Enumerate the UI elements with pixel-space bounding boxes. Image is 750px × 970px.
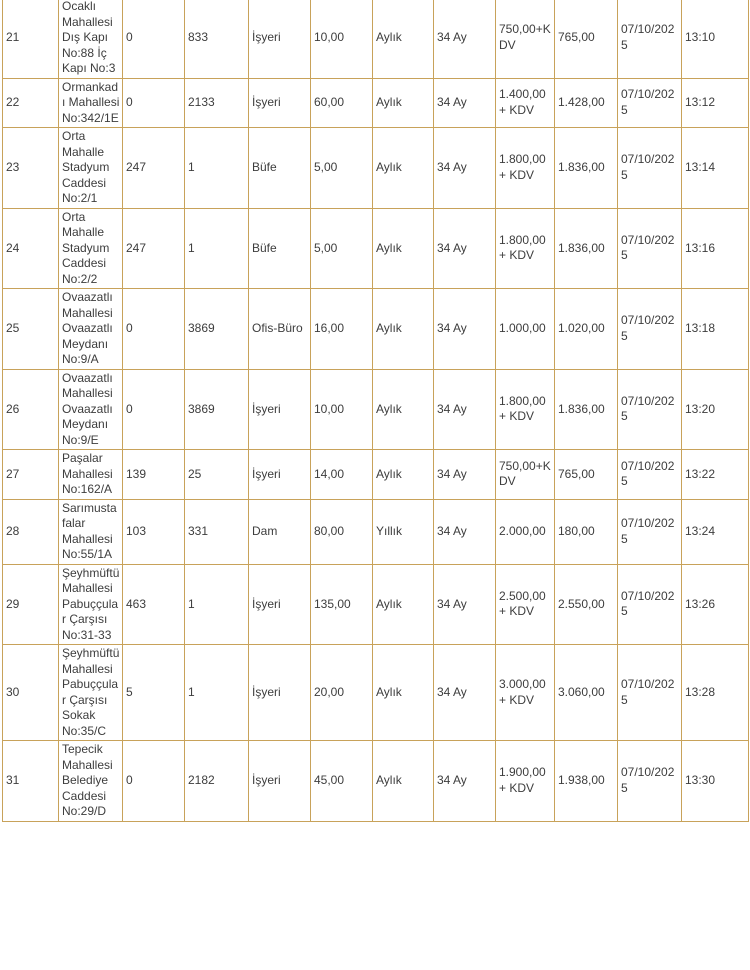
ada-cell: 247 [122,127,184,208]
address-cell: Ovaazatlı Mahallesi Ovaazatlı Meydanı No:9/A [58,288,122,369]
ada-cell: 0 [122,288,184,369]
ada-cell: 247 [122,208,184,289]
parsel-cell: 2133 [184,78,248,128]
rent-amount-cell: 2.000,00 [495,499,554,564]
ada-cell: 5 [122,644,184,740]
date-cell: 07/10/2025 [617,78,681,128]
table-row [2,740,749,822]
property-type-cell: İşyeri [248,740,310,822]
row-number-cell: 26 [2,369,58,450]
property-type-cell: İşyeri [248,0,310,78]
table-row [2,644,749,740]
property-type-cell: Büfe [248,127,310,208]
rent-amount-cell: 1.800,00+ KDV [495,208,554,289]
date-cell: 07/10/2025 [617,499,681,564]
table-row [2,369,749,450]
area-cell: 5,00 [310,127,372,208]
date-cell: 07/10/2025 [617,369,681,450]
table-row [2,449,749,499]
payment-period-cell: Yıllık [372,499,433,564]
date-cell: 07/10/2025 [617,564,681,645]
duration-cell: 34 Ay [433,369,495,450]
time-cell: 13:20 [681,369,749,450]
time-cell: 13:30 [681,740,749,822]
duration-cell: 34 Ay [433,740,495,822]
area-cell: 135,00 [310,564,372,645]
deposit-cell: 180,00 [554,499,617,564]
duration-cell: 34 Ay [433,208,495,289]
deposit-cell: 1.428,00 [554,78,617,128]
address-cell: Orta Mahalle Stadyum Caddesi No:2/1 [58,127,122,208]
row-number-cell: 24 [2,208,58,289]
time-cell: 13:18 [681,288,749,369]
payment-period-cell: Aylık [372,208,433,289]
address-cell: Tepecik Mahallesi Belediye Caddesi No:29/D [58,740,122,822]
property-type-cell: İşyeri [248,644,310,740]
table-row [2,127,749,208]
time-cell: 13:16 [681,208,749,289]
rent-amount-cell: 2.500,00+ KDV [495,564,554,645]
duration-cell: 34 Ay [433,288,495,369]
deposit-cell: 1.836,00 [554,127,617,208]
address-cell: Ovaazatlı Mahallesi Ovaazatlı Meydanı No:9/E [58,369,122,450]
time-cell: 13:22 [681,449,749,499]
time-cell: 13:26 [681,564,749,645]
duration-cell: 34 Ay [433,564,495,645]
deposit-cell: 765,00 [554,0,617,78]
payment-period-cell: Aylık [372,740,433,822]
row-number-cell: 21 [2,0,58,78]
parsel-cell: 1 [184,127,248,208]
deposit-cell: 1.836,00 [554,369,617,450]
ada-cell: 0 [122,369,184,450]
deposit-cell: 765,00 [554,449,617,499]
property-type-cell: İşyeri [248,564,310,645]
duration-cell: 34 Ay [433,449,495,499]
ada-cell: 103 [122,499,184,564]
time-cell: 13:28 [681,644,749,740]
duration-cell: 34 Ay [433,127,495,208]
time-cell: 13:14 [681,127,749,208]
duration-cell: 34 Ay [433,0,495,78]
deposit-cell: 1.020,00 [554,288,617,369]
table-body [2,0,749,822]
payment-period-cell: Aylık [372,78,433,128]
time-cell: 13:12 [681,78,749,128]
row-number-cell: 25 [2,288,58,369]
address-cell: Şeyhmüftü Mahallesi Pabuççular Çarşısı Sokak No:35/C [58,644,122,740]
property-type-cell: İşyeri [248,449,310,499]
rent-amount-cell: 1.800,00+ KDV [495,369,554,450]
table-row [2,208,749,289]
deposit-cell: 1.938,00 [554,740,617,822]
rent-amount-cell: 750,00+KDV [495,449,554,499]
deposit-cell: 1.836,00 [554,208,617,289]
address-cell: Sarımustafalar Mahallesi No:55/1A [58,499,122,564]
rental-tender-table [2,0,749,822]
time-cell: 13:10 [681,0,749,78]
property-type-cell: Büfe [248,208,310,289]
rent-amount-cell: 750,00+KDV [495,0,554,78]
date-cell: 07/10/2025 [617,208,681,289]
property-type-cell: Dam [248,499,310,564]
table-row [2,288,749,369]
area-cell: 10,00 [310,0,372,78]
ada-cell: 0 [122,740,184,822]
date-cell: 07/10/2025 [617,0,681,78]
address-cell: Ocaklı Mahallesi Dış Kapı No:88 İç Kapı No:3 [58,0,122,78]
parsel-cell: 3869 [184,369,248,450]
ada-cell: 463 [122,564,184,645]
row-number-cell: 23 [2,127,58,208]
ada-cell: 139 [122,449,184,499]
parsel-cell: 1 [184,644,248,740]
row-number-cell: 28 [2,499,58,564]
parsel-cell: 331 [184,499,248,564]
payment-period-cell: Aylık [372,127,433,208]
rent-amount-cell: 1.800,00+ KDV [495,127,554,208]
area-cell: 5,00 [310,208,372,289]
duration-cell: 34 Ay [433,499,495,564]
parsel-cell: 1 [184,564,248,645]
row-number-cell: 29 [2,564,58,645]
parsel-cell: 3869 [184,288,248,369]
area-cell: 16,00 [310,288,372,369]
property-type-cell: İşyeri [248,78,310,128]
rent-amount-cell: 3.000,00+ KDV [495,644,554,740]
ada-cell: 0 [122,0,184,78]
parsel-cell: 833 [184,0,248,78]
date-cell: 07/10/2025 [617,740,681,822]
row-number-cell: 31 [2,740,58,822]
rent-amount-cell: 1.000,00 [495,288,554,369]
area-cell: 20,00 [310,644,372,740]
date-cell: 07/10/2025 [617,644,681,740]
address-cell: Şeyhmüftü Mahallesi Pabuççular Çarşısı No:31-33 [58,564,122,645]
rent-amount-cell: 1.900,00+ KDV [495,740,554,822]
area-cell: 45,00 [310,740,372,822]
parsel-cell: 1 [184,208,248,289]
time-cell: 13:24 [681,499,749,564]
payment-period-cell: Aylık [372,564,433,645]
date-cell: 07/10/2025 [617,449,681,499]
date-cell: 07/10/2025 [617,127,681,208]
duration-cell: 34 Ay [433,78,495,128]
duration-cell: 34 Ay [433,644,495,740]
payment-period-cell: Aylık [372,288,433,369]
address-cell: Paşalar Mahallesi No:162/A [58,449,122,499]
rent-amount-cell: 1.400,00+ KDV [495,78,554,128]
property-type-cell: İşyeri [248,369,310,450]
date-cell: 07/10/2025 [617,288,681,369]
table-row [2,78,749,128]
table-row [2,0,749,78]
row-number-cell: 27 [2,449,58,499]
deposit-cell: 3.060,00 [554,644,617,740]
row-number-cell: 22 [2,78,58,128]
area-cell: 80,00 [310,499,372,564]
property-type-cell: Ofis-Büro [248,288,310,369]
payment-period-cell: Aylık [372,449,433,499]
table-row [2,499,749,564]
parsel-cell: 25 [184,449,248,499]
payment-period-cell: Aylık [372,369,433,450]
address-cell: Orta Mahalle Stadyum Caddesi No:2/2 [58,208,122,289]
area-cell: 14,00 [310,449,372,499]
payment-period-cell: Aylık [372,0,433,78]
table-row [2,564,749,645]
payment-period-cell: Aylık [372,644,433,740]
address-cell: Ormankadı Mahallesi No:342/1E [58,78,122,128]
parsel-cell: 2182 [184,740,248,822]
area-cell: 10,00 [310,369,372,450]
area-cell: 60,00 [310,78,372,128]
deposit-cell: 2.550,00 [554,564,617,645]
ada-cell: 0 [122,78,184,128]
row-number-cell: 30 [2,644,58,740]
